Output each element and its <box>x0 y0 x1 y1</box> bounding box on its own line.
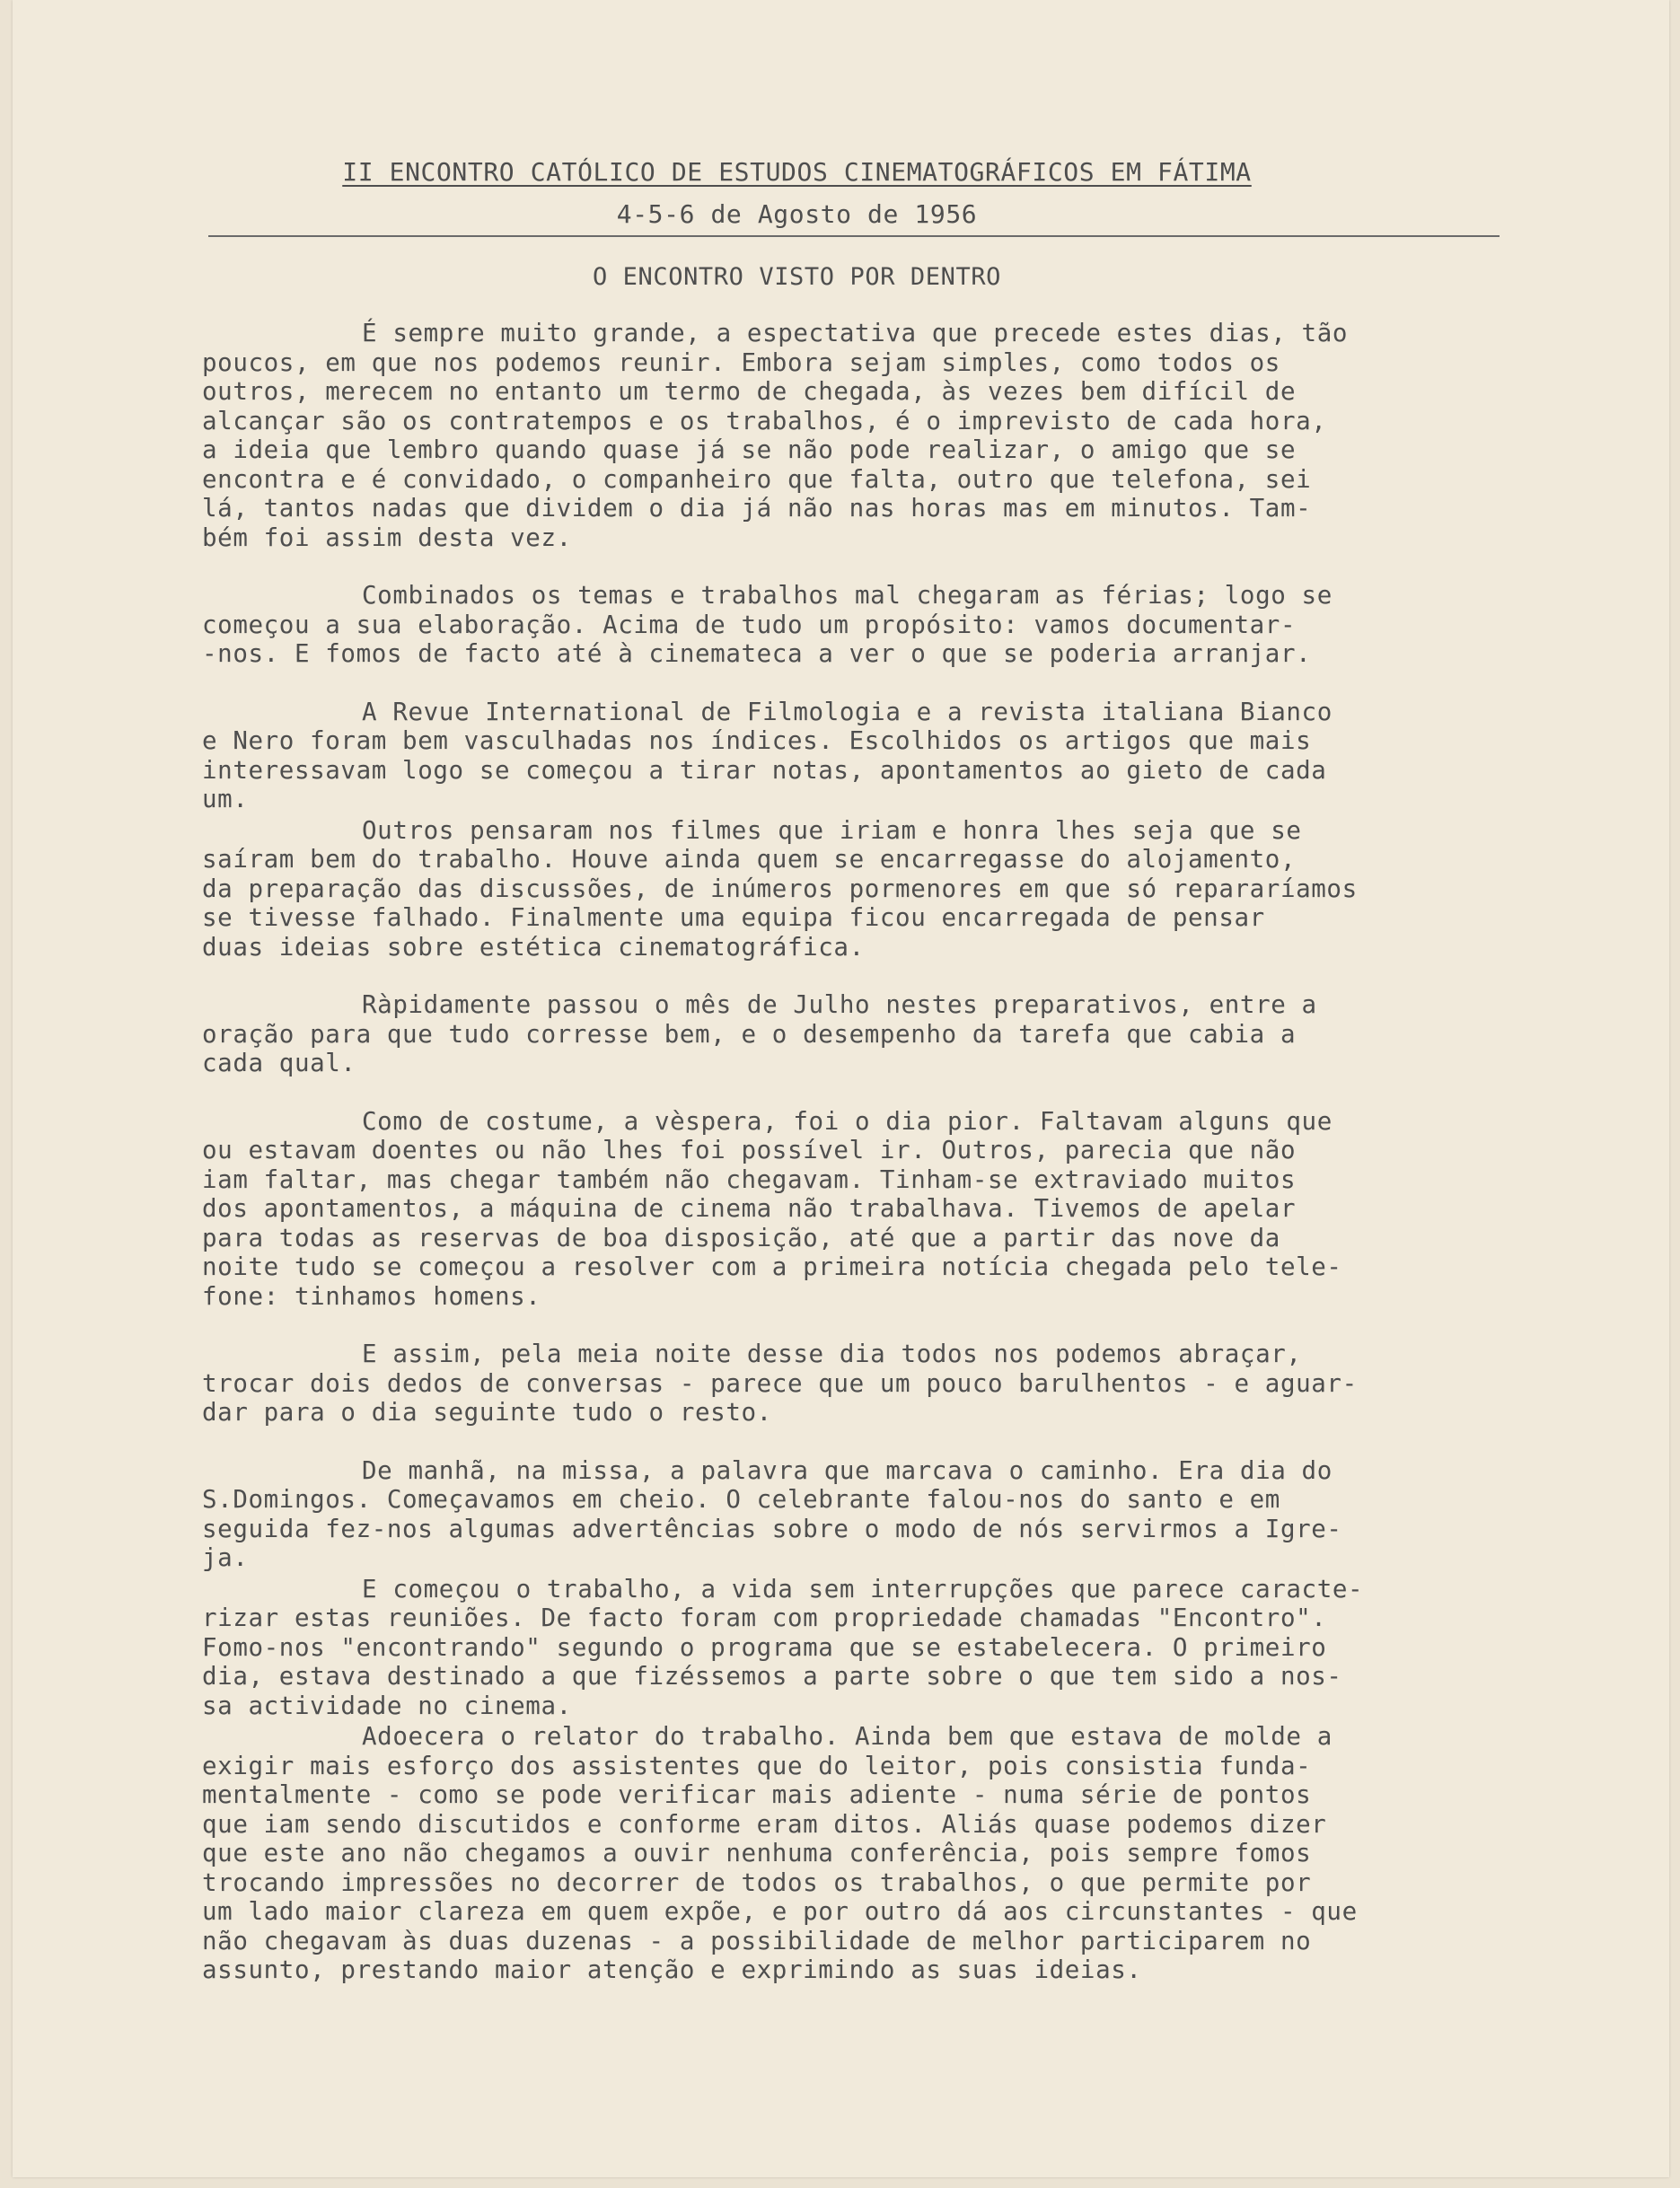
paragraph <box>202 319 1549 552</box>
text-line: trocar dois dedos de conversas - parece que um pouco barulhentos - e aguar- <box>202 1368 1358 1398</box>
paragraph <box>202 1722 1549 1985</box>
text-line: rizar estas reuniões. De facto foram com propriedade chamadas "Encontro". <box>202 1604 1327 1632</box>
text-line: cada qual. <box>202 1049 356 1077</box>
text-line: dos apontamentos, a máquina de cinema não trabalhava. Tivemos de apelar <box>202 1194 1297 1223</box>
text-line: outros, merecem no entanto um termo de chegada, às vezes bem difícil de <box>202 377 1297 406</box>
text-line: para todas as reservas de boa disposição, até que a partir das nove da <box>202 1223 1280 1252</box>
text-line: assunto, prestando maior atenção e exprimindo as suas ideias. <box>202 1955 1142 1984</box>
text-line: mentalmente - como se pode verificar mais adiente - numa série de pontos <box>202 1780 1312 1809</box>
paragraph <box>202 1340 1549 1428</box>
text-line: poucos, em que nos podemos reunir. Embora sejam simples, como todos os <box>202 347 1280 377</box>
paragraph <box>202 1456 1549 1573</box>
document-body <box>202 319 1549 2014</box>
text-line: um lado maior clareza em quem expõe, e por outro dá aos circunstantes - que <box>202 1897 1358 1926</box>
text-line: bém foi assim desta vez. <box>202 523 572 552</box>
text-line: e Nero foram bem vasculhadas nos índices. Escolhidos os artigos que mais <box>202 726 1312 755</box>
text-line: Como de costume, a vèspera, foi o dia pior. Faltavam alguns que <box>362 1106 1333 1136</box>
text-line: duas ideias sobre estética cinematográfica. <box>202 932 865 962</box>
text-line: começou a sua elaboração. Acima de tudo um propósito: vamos documentar- <box>202 610 1297 639</box>
text-line: S.Domingos. Começavamos em cheio. O celebrante falou-nos do santo e em <box>202 1485 1280 1514</box>
text-line: exigir mais esforço dos assistentes que do leitor, pois consistia funda- <box>202 1751 1312 1780</box>
text-line: encontra e é convidado, o companheiro que falta, outro que telefona, sei <box>202 464 1312 494</box>
text-line: a ideia que lembro quando quase já se não pode realizar, o amigo que se <box>202 435 1297 464</box>
text-line: interessavam logo se começou a tirar notas, apontamentos ao gieto de cada <box>202 755 1327 785</box>
text-line: oração para que tudo corresse bem, e o desempenho da tarefa que cabia a <box>202 1019 1297 1049</box>
text-line: Ràpidamente passou o mês de Julho nestes preparativos, entre a <box>362 990 1317 1019</box>
text-line: seguida fez-nos algumas advertências sobre o modo de nós servirmos a Igre- <box>202 1514 1342 1543</box>
text-line: fone: tinhamos homens. <box>202 1281 541 1311</box>
text-line: De manhã, na missa, a palavra que marcava o caminho. Era dia do <box>362 1455 1333 1485</box>
text-line: que este ano não chegamos a ouvir nenhuma conferência, pois sempre fomos <box>202 1839 1312 1867</box>
text-line: dar para o dia seguinte tudo o resto. <box>202 1398 772 1427</box>
text-line: A Revue International de Filmologia e a revista italiana Bianco <box>362 697 1333 726</box>
text-line: Fomo-nos "encontrando" segundo o programa que se estabelecera. O primeiro <box>202 1632 1327 1662</box>
text-line: não chegavam às duas duzenas - a possibilidade de melhor participarem no <box>202 1926 1312 1955</box>
header-divider <box>208 235 1500 237</box>
paragraph <box>202 1107 1549 1312</box>
paragraph <box>202 990 1549 1078</box>
text-line: sa actividade no cinema. <box>202 1691 572 1720</box>
paragraph <box>202 581 1549 669</box>
text-line: dia, estava destinado a que fizéssemos a parte sobre o que tem sido a nos- <box>202 1662 1342 1691</box>
text-line: se tivesse falhado. Finalmente uma equipa ficou encarregada de pensar <box>202 903 1265 932</box>
section-title: O ENCONTRO VISTO POR DENTRO <box>592 263 1002 291</box>
text-line: iam faltar, mas chegar também não chegavam. Tinham-se extraviado muitos <box>202 1164 1297 1194</box>
document-title: II ENCONTRO CATÓLICO DE ESTUDOS CINEMATOGRÁFICOS EM FÁTIMA <box>342 157 1252 187</box>
text-line: noite tudo se começou a resolver com a primeira notícia chegada pelo tele- <box>202 1252 1342 1281</box>
text-line: da preparação das discussões, de inúmeros pormenores em que só repararíamos <box>202 874 1358 903</box>
text-line: E começou o trabalho, a vida sem interrupções que parece caracte- <box>362 1574 1364 1604</box>
text-line: lá, tantos nadas que dividem o dia já não nas horas mas em minutos. Tam- <box>202 494 1312 523</box>
text-line: que iam sendo discutidos e conforme eram ditos. Aliás quase podemos dizer <box>202 1809 1327 1839</box>
text-line: -nos. E fomos de facto até à cinemateca a ver o que se poderia arranjar. <box>202 639 1312 668</box>
text-line: um. <box>202 785 249 813</box>
text-line: saíram bem do trabalho. Houve ainda quem se encarregasse do alojamento, <box>202 845 1297 874</box>
text-line: E assim, pela meia noite desse dia todos nos podemos abraçar, <box>362 1340 1302 1368</box>
document-date: 4-5-6 de Agosto de 1956 <box>616 199 978 229</box>
paragraph <box>202 1575 1549 1721</box>
text-line: É sempre muito grande, a espectativa que precede estes dias, tão <box>362 319 1349 347</box>
text-line: ja. <box>202 1543 249 1572</box>
text-line: Outros pensaram nos filmes que iriam e honra lhes seja que se <box>362 815 1302 845</box>
text-line: ou estavam doentes ou não lhes foi possível ir. Outros, parecia que não <box>202 1136 1297 1164</box>
text-line: Adoecera o relator do trabalho. Ainda bem que estava de molde a <box>362 1722 1333 1751</box>
text-line: alcançar são os contratempos e os trabalhos, é o imprevisto de cada hora, <box>202 406 1327 435</box>
paragraph <box>202 816 1549 962</box>
paragraph <box>202 698 1549 814</box>
text-line: Combinados os temas e trabalhos mal chegaram as férias; logo se <box>362 581 1333 610</box>
text-line: trocando impressões no decorrer de todos os trabalhos, o que permite por <box>202 1867 1312 1897</box>
